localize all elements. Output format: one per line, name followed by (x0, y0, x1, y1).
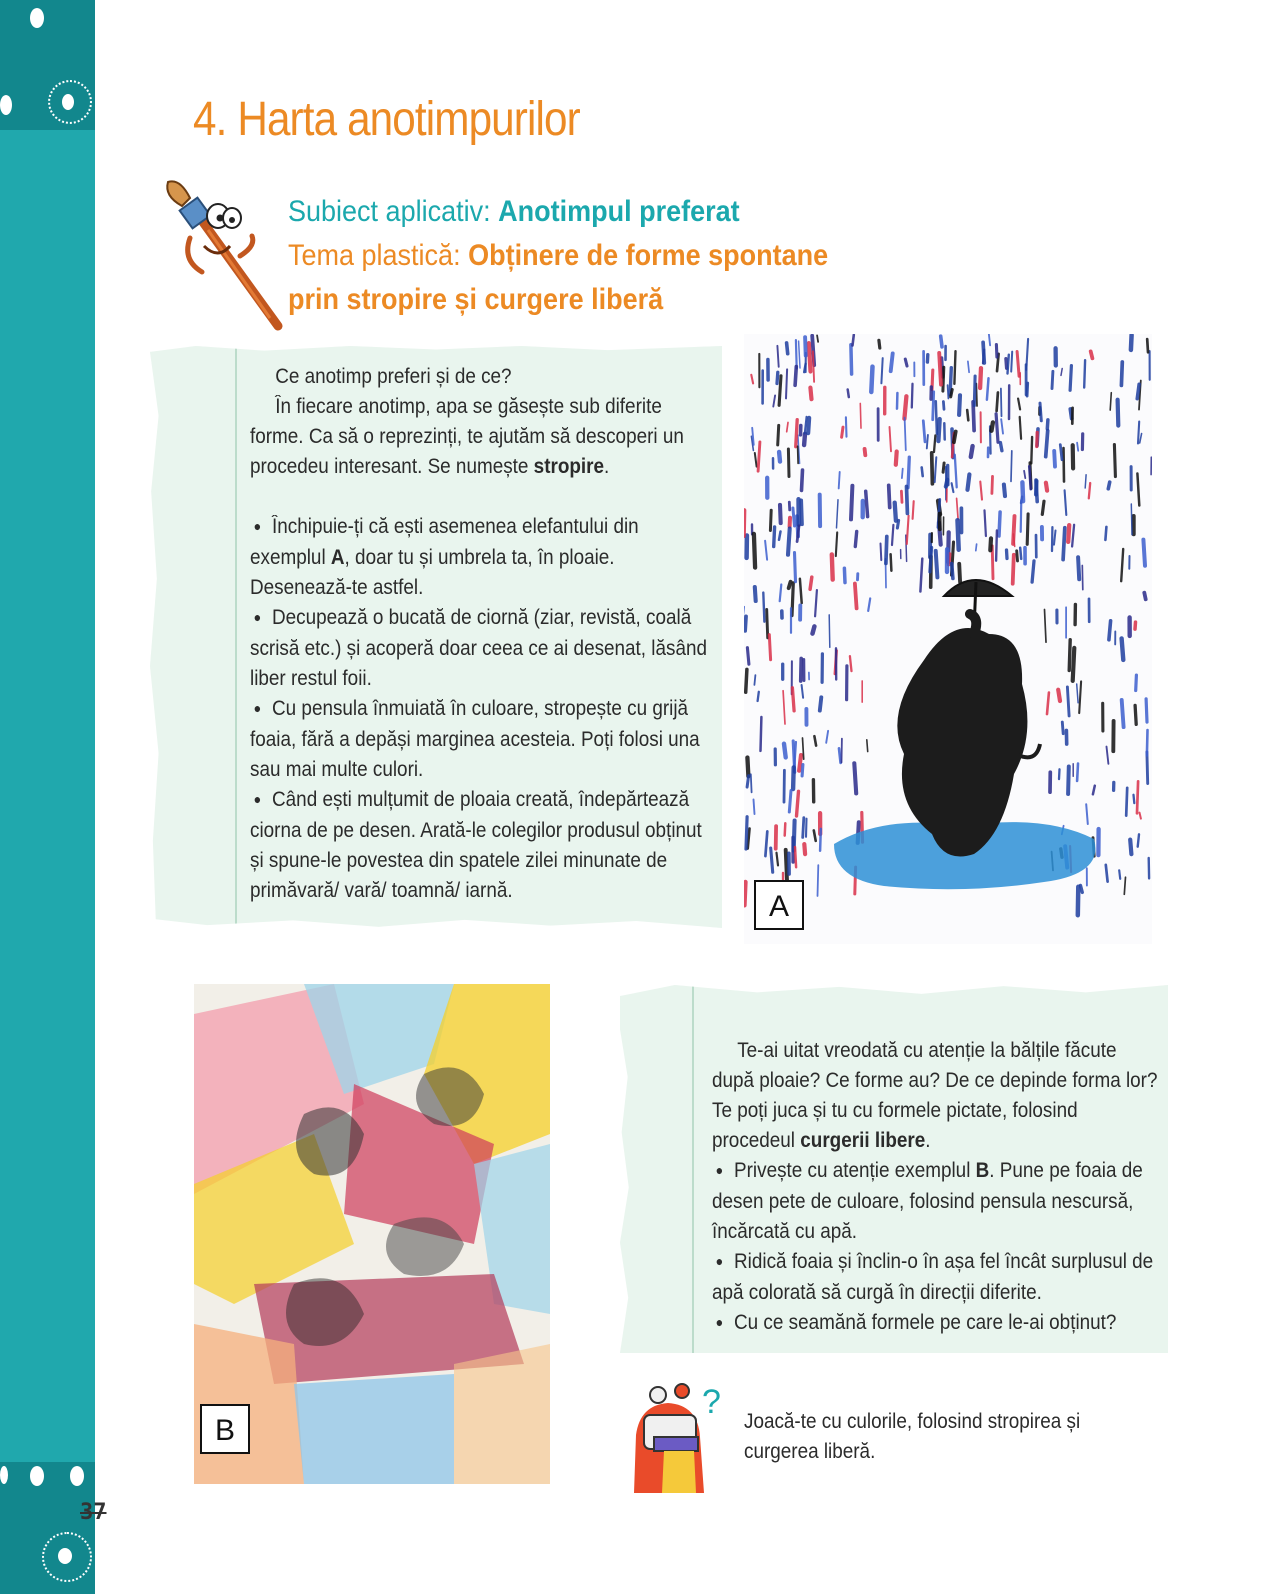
tip-line: Joacă-te cu culorile, folosind stropirea și curgerea liberă. (744, 1410, 1081, 1463)
subject-label: Subiect aplicativ: (288, 195, 499, 228)
theme-value-line1: Obținere de forme spontane (468, 239, 829, 272)
page-number: 37 (80, 1500, 107, 1525)
svg-text:?: ? (702, 1383, 721, 1421)
note-a-step-4: ● Când ești mulțumit de ploaia creată, îndepărtează ciorna de pe desen. Arată-le colegilor produsul obținut și spune-le povestea din spatele zilei minunate de primăvară/ vară/ toamnă/ iarnă. (250, 785, 710, 906)
note-a-step-3: ● Cu pensula înmuiată în culoare, stropește cu grijă foaia, fără a depăși marginea acesteia. Poți folosi una sau mai multe culori. (250, 694, 710, 785)
side-band (0, 0, 95, 1594)
note-b-step-3: ● Cu ce seamănă formele pe care le-ai obținut? (712, 1308, 1162, 1339)
paintbrush-mascot-icon (160, 176, 290, 331)
tip-text (744, 1407, 1104, 1467)
note-a-step-1: ● Închipuie-ți că ești asemenea elefantului din exemplul A, doar tu și umbrela ta, în ploaie. Desenează-te astfel. (250, 512, 710, 603)
image-a-label: A (754, 880, 804, 930)
example-image-b (194, 984, 550, 1484)
note-a-question: Ce anotimp preferi și de ce? (275, 365, 512, 388)
theme-line-2 (288, 278, 918, 322)
theme-label: Tema plastică: (288, 239, 469, 272)
side-band-bottom-decoration (0, 1462, 95, 1594)
note-b-intro: Te-ai uitat vreodată cu atenție la bălțile făcute după ploaie? Ce forme au? De ce depinde forma lor? Te poți juca și tu cu formele pictate, folosind procedeul curgerii libere. (712, 1039, 1158, 1152)
example-image-a (744, 334, 1152, 944)
lesson-subtitles (288, 190, 988, 322)
note-a-intro: În fiecare anotimp, apa se găsește sub diferite forme. Ca să o reprezinți, te ajutăm să descoperi un procedeu interesant. Se numește stropire. (250, 395, 684, 478)
note-b-step-1: ● Privește cu atenție exemplul B. Pune pe foaia de desen pete de culoare, folosind pensula nescursă, încărcată cu apă. (712, 1156, 1162, 1247)
subject-value: Anotimpul preferat (498, 195, 740, 228)
subject-line (288, 190, 918, 234)
theme-value-line2: prin stropire și curgere liberă (288, 283, 664, 316)
page-title: 4. Harta anotimpurilor (193, 93, 580, 146)
theme-line (288, 234, 918, 278)
image-b-label: B (200, 1404, 250, 1454)
side-band-top-decoration (0, 0, 95, 130)
note-b-step-2: ● Ridică foaia și înclin-o în așa fel încât surplusul de apă colorată să curgă în direcții diferite. (712, 1247, 1162, 1308)
instructions-text-a (250, 362, 710, 906)
note-a-step-2: ● Decupează o bucată de ciornă (ziar, revistă, coală scrisă etc.) și acoperă doar ceea ce ai desenat, lăsând liber restul foii. (250, 603, 710, 694)
thinking-mascot-icon (614, 1375, 729, 1495)
instructions-text-b (712, 1036, 1162, 1339)
splatter-painting (744, 334, 1152, 944)
